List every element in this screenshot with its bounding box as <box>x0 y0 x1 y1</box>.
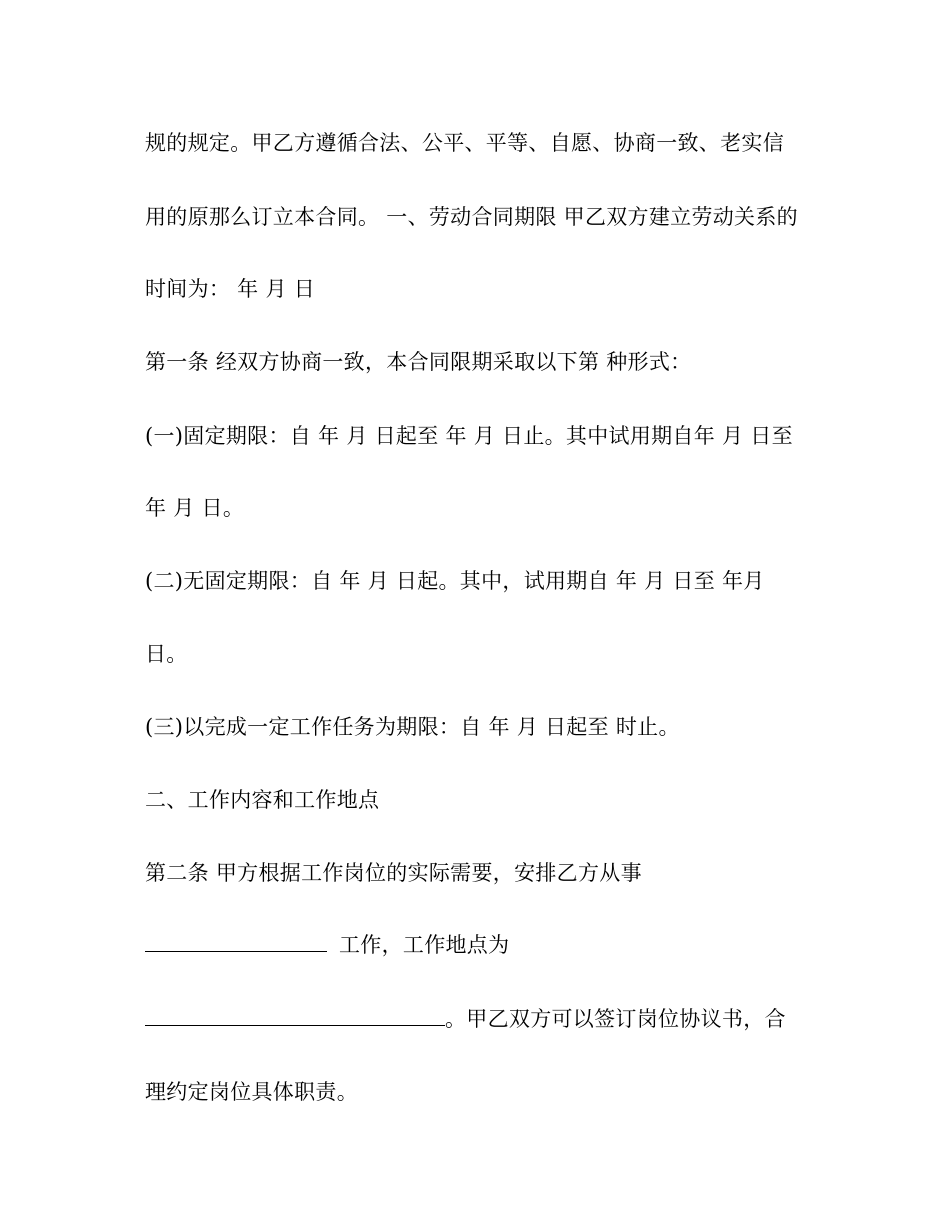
duties-line: 理约定岗位具体职责。 <box>145 1080 358 1104</box>
work-location-blank[interactable] <box>145 1007 445 1026</box>
work-content-blank[interactable] <box>145 933 327 952</box>
section-2-heading: 二、工作内容和工作地点 <box>145 788 380 812</box>
text-line-1: 规的规定。甲乙方遵循合法、公平、平等、自愿、协商一致、老实信 <box>145 131 784 155</box>
open-term-line-cont: 日。 <box>145 642 188 666</box>
task-term-line: (三)以完成一定工作任务为期限：自 年 月 日起至 时止。 <box>145 715 680 739</box>
text-line-2: 用的原那么订立本合同。 一、劳动合同期限 甲乙双方建立劳动关系的 <box>145 205 798 229</box>
work-location-line <box>145 1006 786 1032</box>
text-line-3: 时间为： 年 月 日 <box>145 277 316 301</box>
open-term-line: (二)无固定期限：自 年 月 日起。其中，试用期自 年 月 日至 年月 <box>145 569 765 593</box>
article-1-line: 第一条 经双方协商一致，本合同限期采取以下第 种形式： <box>145 350 692 374</box>
fixed-term-line-cont: 年 月 日。 <box>145 496 245 520</box>
agreement-text: 。甲乙双方可以签订岗位协议书，合 <box>445 1007 786 1031</box>
work-content-line <box>145 932 509 958</box>
article-2-line: 第二条 甲方根据工作岗位的实际需要，安排乙方从事 <box>145 861 642 885</box>
fixed-term-line: (一)固定期限：自 年 月 日起至 年 月 日止。其中试用期自年 月 日至 <box>145 424 793 448</box>
work-location-label: 工作，工作地点为 <box>339 933 510 957</box>
